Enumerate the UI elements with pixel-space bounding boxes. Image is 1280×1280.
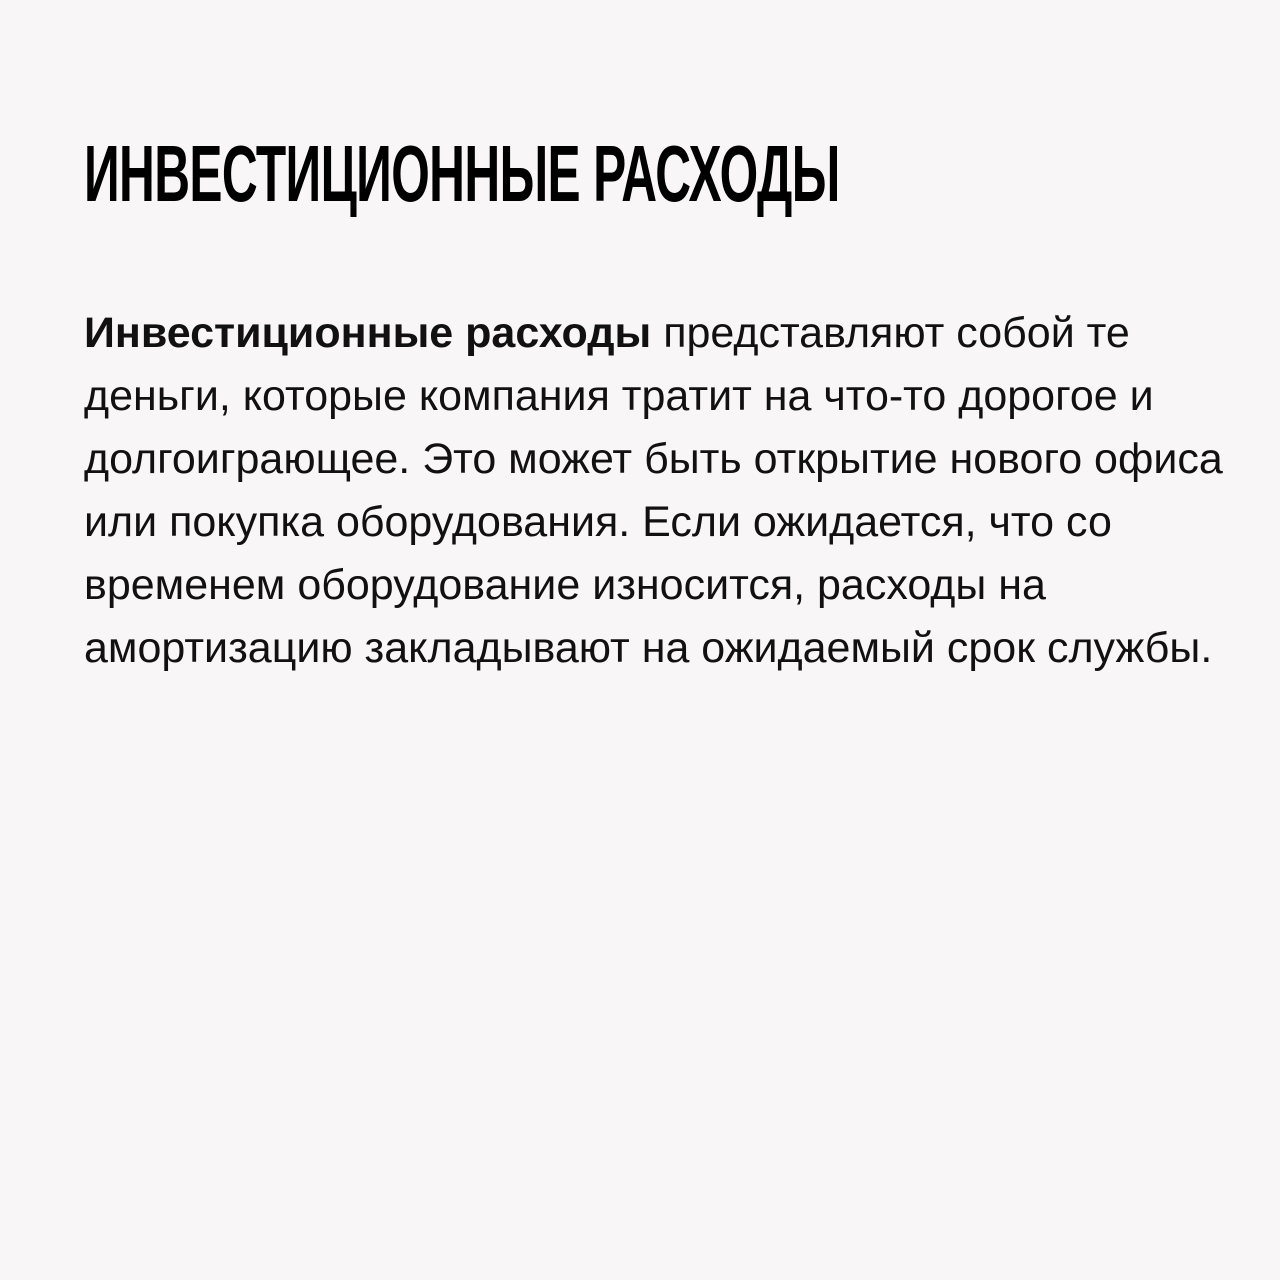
paragraph-text: представляют собой те деньги, которые компания тратит на что-то дорогое и долгоиграющее. Это может быть открытие нового офиса или покупка оборудования. Если ожидается, что со временем оборудование износится, расходы на амортизацию закладывают на ожидаемый срок службы.: [84, 309, 1223, 672]
body-paragraph: [84, 302, 1244, 680]
lead-term: Инвестиционные расходы: [84, 309, 652, 357]
slide-title: ИНВЕСТИЦИОННЫЕ РАСХОДЫ: [84, 129, 840, 218]
